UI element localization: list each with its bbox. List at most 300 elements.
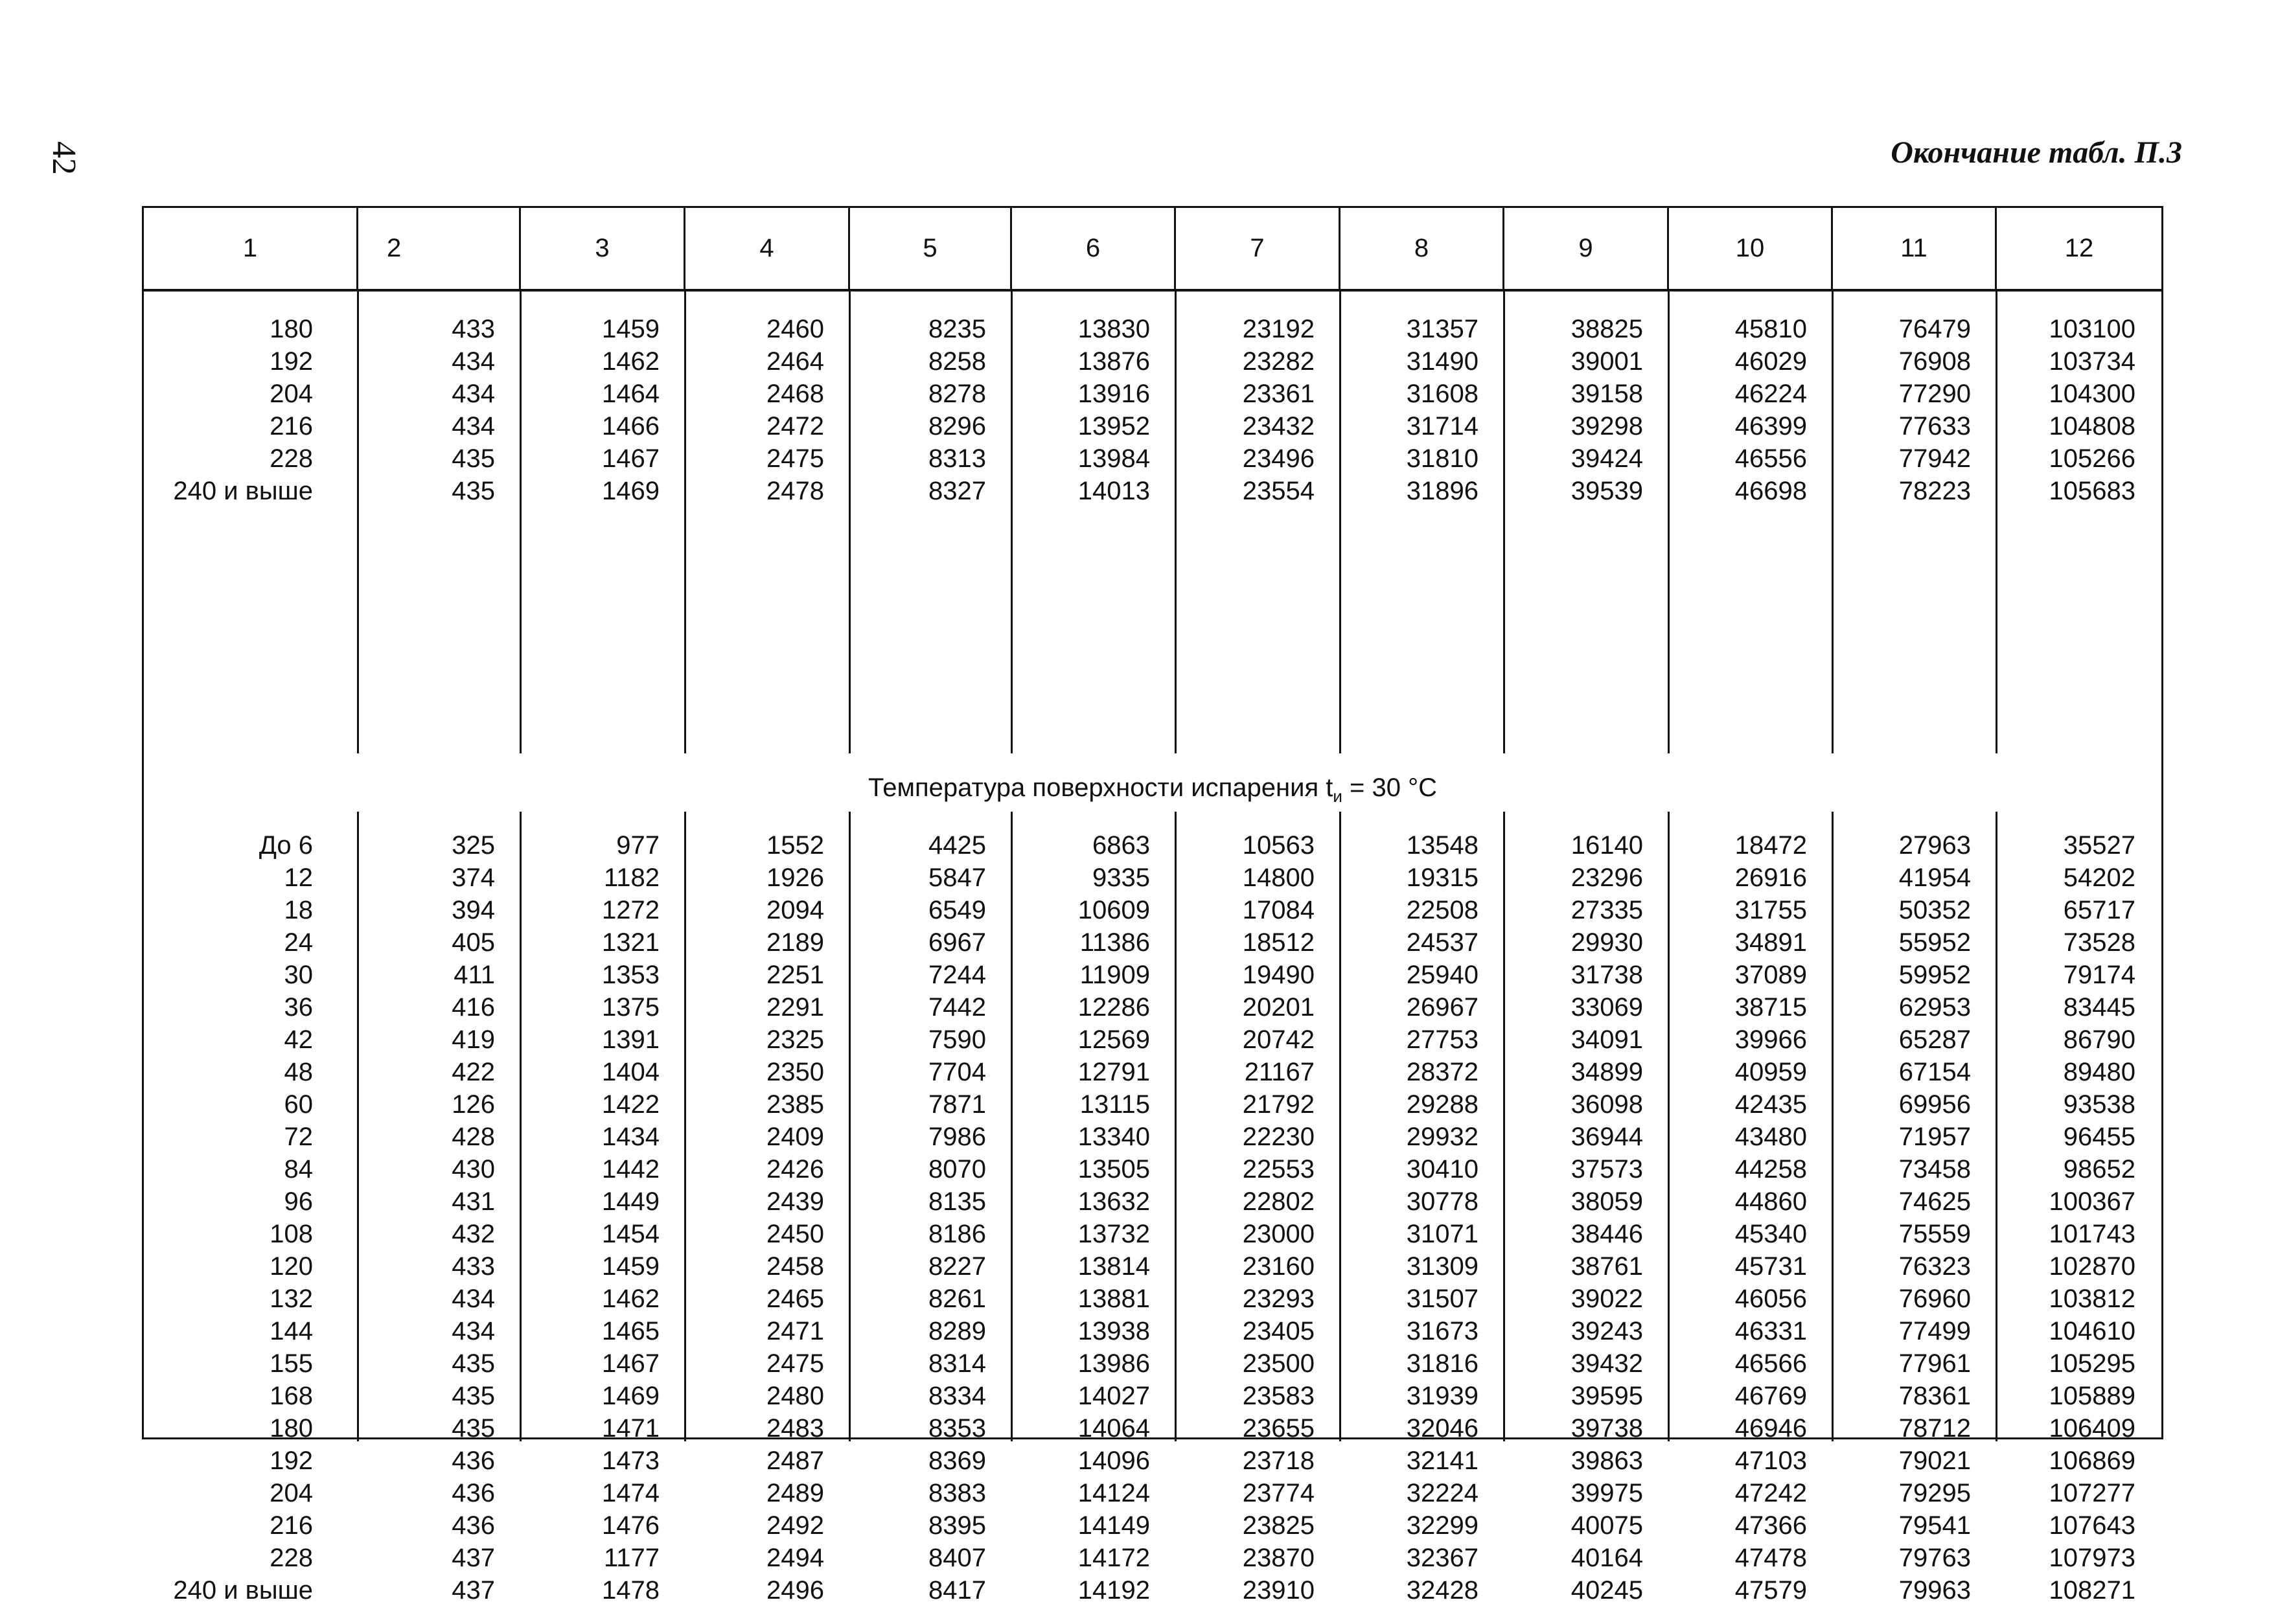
table-cell: 1459 [602, 315, 660, 343]
table-cell: 22230 [1242, 1123, 1315, 1151]
table-cell: 40959 [1734, 1058, 1807, 1086]
table-cell: 29288 [1406, 1090, 1478, 1119]
table-cell: 23910 [1242, 1576, 1315, 1605]
table-cell: 12 [284, 863, 313, 892]
table-row [144, 1347, 2161, 1380]
table-cell: 39863 [1570, 1447, 1643, 1475]
data-table [142, 206, 2163, 1605]
table-cell: 105889 [2049, 1382, 2135, 1410]
table-cell: 46769 [1734, 1382, 1807, 1410]
table-cell: До 6 [259, 831, 313, 860]
table-cell: 69956 [1898, 1090, 1971, 1119]
table-cell: 32141 [1406, 1447, 1478, 1475]
table-row [144, 991, 2161, 1024]
table-cell: 432 [452, 1220, 495, 1248]
table-cell: 31896 [1406, 477, 1478, 505]
table-cell: 2385 [766, 1090, 824, 1119]
table-row [144, 1250, 2161, 1283]
table-cell: 2494 [766, 1544, 824, 1572]
table-cell: 1469 [602, 477, 660, 505]
table-cell: 23583 [1242, 1382, 1315, 1410]
table-cell: 126 [452, 1090, 495, 1119]
table-cell: 23293 [1242, 1285, 1315, 1313]
table-cell: 1459 [602, 1252, 660, 1281]
table-cell: 75559 [1898, 1220, 1971, 1248]
table-cell: 31507 [1406, 1285, 1478, 1313]
table-cell: 86790 [2063, 1025, 2135, 1054]
table-cell: 47478 [1734, 1544, 1807, 1572]
table-cell: 39243 [1570, 1317, 1643, 1345]
table-cell: 8327 [928, 477, 986, 505]
table-row [144, 829, 2161, 862]
table-cell: 8261 [928, 1285, 986, 1313]
table-cell: 18 [284, 896, 313, 924]
table-cell: 79541 [1898, 1511, 1971, 1540]
table-cell: 54202 [2063, 863, 2135, 892]
table-cell: 104610 [2049, 1317, 2135, 1345]
table-cell: 27963 [1898, 831, 1971, 860]
table-cell: 45731 [1734, 1252, 1807, 1281]
table-cell: 1462 [602, 347, 660, 376]
table-cell: 2325 [766, 1025, 824, 1054]
table-cell: 1454 [602, 1220, 660, 1248]
table-cell: 26967 [1406, 993, 1478, 1022]
table-cell: 240 и выше [173, 477, 313, 505]
table-row [144, 345, 2161, 378]
table-cell: 8353 [928, 1414, 986, 1443]
table-cell: 7704 [928, 1058, 986, 1086]
table-cell: 31714 [1406, 412, 1478, 440]
table-cell: 46029 [1734, 347, 1807, 376]
table-cell: 78223 [1898, 477, 1971, 505]
table-cell: 2487 [766, 1447, 824, 1475]
table-cell: 36 [284, 993, 313, 1022]
table-cell: 30 [284, 961, 313, 989]
table-cell: 23160 [1242, 1252, 1315, 1281]
column-header-9: 9 [1504, 208, 1669, 289]
table-cell: 21792 [1242, 1090, 1315, 1119]
column-header-2: 2 [358, 208, 521, 289]
table-cell: 13505 [1077, 1155, 1150, 1184]
table-cell: 180 [270, 315, 313, 343]
table-cell: 8296 [928, 412, 986, 440]
table-cell: 2460 [766, 315, 824, 343]
table-cell: 62953 [1898, 993, 1971, 1022]
table-cell: 1478 [602, 1576, 660, 1605]
table-cell: 103734 [2049, 347, 2135, 376]
table-cell: 1272 [602, 896, 660, 924]
table-cell: 1434 [602, 1123, 660, 1151]
table-cell: 89480 [2063, 1058, 2135, 1086]
table-cell: 180 [270, 1414, 313, 1443]
table-cell: 20742 [1242, 1025, 1315, 1054]
table-cell: 104808 [2049, 412, 2135, 440]
table-row [144, 1412, 2161, 1445]
table-cell: 1177 [603, 1544, 660, 1572]
table-cell: 46056 [1734, 1285, 1807, 1313]
table-cell: 6549 [928, 896, 986, 924]
table-cell: 39424 [1570, 444, 1643, 473]
table-cell: 28372 [1406, 1058, 1478, 1086]
table-cell: 31490 [1406, 347, 1478, 376]
temperature-label-subscript: и [1333, 786, 1342, 806]
table-cell: 436 [452, 1511, 495, 1540]
table-cell: 77633 [1898, 412, 1971, 440]
table-cell: 23361 [1242, 380, 1315, 408]
table-cell: 8227 [928, 1252, 986, 1281]
table-cell: 216 [270, 1511, 313, 1540]
table-cell: 13732 [1077, 1220, 1150, 1248]
table-cell: 1465 [602, 1317, 660, 1345]
table-cell: 107277 [2049, 1479, 2135, 1507]
table-cell: 1404 [602, 1058, 660, 1086]
table-cell: 5847 [928, 863, 986, 892]
table-cell: 46399 [1734, 412, 1807, 440]
table-cell: 1476 [602, 1511, 660, 1540]
table-cell: 38059 [1570, 1187, 1643, 1216]
table-cell: 79963 [1898, 1576, 1971, 1605]
table-cell: 4425 [928, 831, 986, 860]
table-cell: 18512 [1242, 928, 1315, 957]
table-cell: 2464 [766, 347, 824, 376]
table-cell: 79763 [1898, 1544, 1971, 1572]
table-cell: 23282 [1242, 347, 1315, 376]
table-cell: 168 [270, 1382, 313, 1410]
column-header-10: 10 [1669, 208, 1833, 289]
table-cell: 11909 [1079, 961, 1150, 989]
table-cell: 204 [270, 380, 313, 408]
table-cell: 32299 [1406, 1511, 1478, 1540]
table-cell: 18472 [1734, 831, 1807, 860]
table-cell: 1353 [602, 961, 660, 989]
table-cell: 2450 [766, 1220, 824, 1248]
table-cell: 30778 [1406, 1187, 1478, 1216]
table-cell: 105683 [2049, 477, 2135, 505]
column-header-12: 12 [2064, 234, 2094, 262]
table-cell: 24537 [1406, 928, 1478, 957]
table-cell: 13340 [1077, 1123, 1150, 1151]
table-cell: 23496 [1242, 444, 1315, 473]
table-cell: 2471 [766, 1317, 824, 1345]
table-cell: 96 [284, 1187, 313, 1216]
table-cell: 144 [270, 1317, 313, 1345]
table-cell: 1467 [602, 444, 660, 473]
table-cell: 437 [452, 1544, 495, 1572]
table-cell: 47242 [1734, 1479, 1807, 1507]
table-cell: 8235 [928, 315, 986, 343]
table-cell: 108271 [2049, 1576, 2135, 1605]
table-cell: 8070 [928, 1155, 986, 1184]
table-row [144, 862, 2161, 894]
table-cell: 2350 [766, 1058, 824, 1086]
table-cell: 1474 [602, 1479, 660, 1507]
table-cell: 13876 [1077, 347, 1150, 376]
table-cell: 101743 [2049, 1220, 2135, 1248]
table-cell: 46566 [1734, 1349, 1807, 1378]
table-cell: 10609 [1077, 896, 1150, 924]
table-cell: 13952 [1077, 412, 1150, 440]
column-header-11: 11 [1833, 208, 1997, 289]
table-cell: 10563 [1242, 831, 1315, 860]
table-cell: 2094 [766, 896, 824, 924]
table-cell: 45340 [1734, 1220, 1807, 1248]
table-cell: 36098 [1570, 1090, 1643, 1119]
table-cell: 36944 [1570, 1123, 1643, 1151]
table-cell: 32046 [1406, 1414, 1478, 1443]
table-cell: 108 [270, 1220, 313, 1248]
table-row [144, 410, 2161, 442]
table-cell: 46946 [1734, 1414, 1807, 1443]
table-cell: 39298 [1570, 412, 1643, 440]
table-cell: 204 [270, 1479, 313, 1507]
table-cell: 23500 [1242, 1349, 1315, 1378]
table-cell: 14192 [1077, 1576, 1150, 1605]
table-cell: 71957 [1898, 1123, 1971, 1151]
table-row [144, 959, 2161, 991]
table-cell: 59952 [1898, 961, 1971, 989]
table-cell: 31357 [1406, 315, 1478, 343]
table-row [144, 442, 2161, 475]
table-cell: 14013 [1077, 477, 1150, 505]
table-cell: 1442 [602, 1155, 660, 1184]
table-cell: 38825 [1570, 315, 1643, 343]
table-cell: 31755 [1734, 896, 1807, 924]
table-cell: 23825 [1242, 1511, 1315, 1540]
table-cell: 2409 [766, 1123, 824, 1151]
table-cell: 73528 [2063, 928, 2135, 957]
table-cell: 74625 [1898, 1187, 1971, 1216]
table-cell: 32428 [1406, 1576, 1478, 1605]
table-row [144, 1477, 2161, 1509]
table-cell: 12286 [1077, 993, 1150, 1022]
table-cell: 23405 [1242, 1317, 1315, 1345]
table-cell: 7871 [928, 1090, 986, 1119]
table-cell: 411 [454, 961, 495, 989]
temperature-label-suffix: = 30 °C [1342, 773, 1437, 802]
table-cell: 8395 [928, 1511, 986, 1540]
table-cell: 46331 [1734, 1317, 1807, 1345]
table-row [144, 1024, 2161, 1056]
table-cell: 155 [270, 1349, 313, 1378]
table-cell: 78361 [1898, 1382, 1971, 1410]
table-cell: 72 [284, 1123, 313, 1151]
table-cell: 22802 [1242, 1187, 1315, 1216]
table-row [144, 1121, 2161, 1153]
table-cell: 25940 [1406, 961, 1478, 989]
table-cell: 2475 [766, 1349, 824, 1378]
table-row [144, 1509, 2161, 1542]
table-cell: 38761 [1570, 1252, 1643, 1281]
table-cell: 46698 [1734, 477, 1807, 505]
table-cell: 14172 [1077, 1544, 1150, 1572]
table-cell: 40245 [1570, 1576, 1643, 1605]
table-cell: 40164 [1570, 1544, 1643, 1572]
table-cell: 8334 [928, 1382, 986, 1410]
table-cell: 7590 [928, 1025, 986, 1054]
table-cell: 1321 [602, 928, 660, 957]
table-cell: 2492 [766, 1511, 824, 1540]
table-cell: 79174 [2063, 961, 2135, 989]
table-cell: 435 [452, 1349, 495, 1378]
table-cell: 23000 [1242, 1220, 1315, 1248]
table-cell: 47579 [1734, 1576, 1807, 1605]
table-cell: 39432 [1570, 1349, 1643, 1378]
table-row [144, 1574, 2161, 1607]
table-cell: 31816 [1406, 1349, 1478, 1378]
table-cell: 14064 [1077, 1414, 1150, 1443]
table-cell: 100367 [2049, 1187, 2135, 1216]
table-cell: 13632 [1077, 1187, 1150, 1216]
table-cell: 47103 [1734, 1447, 1807, 1475]
table-cell: 13814 [1077, 1252, 1150, 1281]
table-cell: 434 [452, 412, 495, 440]
table-cell: 419 [452, 1025, 495, 1054]
table-cell: 435 [452, 1414, 495, 1443]
table-cell: 39158 [1570, 380, 1643, 408]
table-cell: 23296 [1570, 863, 1643, 892]
table-cell: 416 [452, 993, 495, 1022]
table-cell: 14027 [1077, 1382, 1150, 1410]
table-cell: 434 [452, 347, 495, 376]
table-cell: 1466 [602, 412, 660, 440]
table-cell: 433 [452, 315, 495, 343]
table-cell: 14149 [1077, 1511, 1150, 1540]
table-cell: 435 [452, 444, 495, 473]
table-cell: 31939 [1406, 1382, 1478, 1410]
table-row [144, 1315, 2161, 1347]
table-cell: 2439 [766, 1187, 824, 1216]
table-cell: 2489 [766, 1479, 824, 1507]
table-cell: 27753 [1406, 1025, 1478, 1054]
table-cell: 39738 [1570, 1414, 1643, 1443]
table-cell: 1467 [602, 1349, 660, 1378]
table-row [144, 378, 2161, 410]
table-cell: 7244 [928, 961, 986, 989]
table-cell: 2189 [766, 928, 824, 957]
table-row [144, 1185, 2161, 1218]
table-cell: 38715 [1734, 993, 1807, 1022]
table-cell: 6863 [1092, 831, 1150, 860]
table-cell: 41954 [1898, 863, 1971, 892]
table-cell: 106869 [2049, 1447, 2135, 1475]
table-cell: 431 [452, 1187, 495, 1216]
table-cell: 78712 [1898, 1414, 1971, 1443]
column-header-8: 8 [1340, 208, 1504, 289]
table-cell: 45810 [1734, 315, 1807, 343]
table-cell: 65287 [1898, 1025, 1971, 1054]
table-cell: 31673 [1406, 1317, 1478, 1345]
table-cell: 7986 [928, 1123, 986, 1151]
table-cell: 13916 [1077, 380, 1150, 408]
table-cell: 977 [616, 831, 660, 860]
table-cell: 1422 [602, 1090, 660, 1119]
table-cell: 46224 [1734, 380, 1807, 408]
table-cell: 1449 [602, 1187, 660, 1216]
table-cell: 31309 [1406, 1252, 1478, 1281]
table-cell: 11386 [1079, 928, 1150, 957]
table-cell: 14124 [1077, 1479, 1150, 1507]
table-cell: 34891 [1734, 928, 1807, 957]
table-cell: 35527 [2063, 831, 2135, 860]
table-cell: 8313 [928, 444, 986, 473]
table-cell: 105266 [2049, 444, 2135, 473]
table-cell: 50352 [1898, 896, 1971, 924]
table-cell: 2480 [766, 1382, 824, 1410]
table-cell: 13830 [1077, 315, 1150, 343]
table-cell: 16140 [1570, 831, 1643, 860]
table-cell: 77499 [1898, 1317, 1971, 1345]
table-cell: 31071 [1406, 1220, 1478, 1248]
table-cell: 12569 [1077, 1025, 1150, 1054]
table-cell: 107643 [2049, 1511, 2135, 1540]
table-cell: 6967 [928, 928, 986, 957]
table-row [144, 926, 2161, 959]
table-cell: 228 [270, 1544, 313, 1572]
column-header-3: 3 [521, 208, 685, 289]
table-cell: 8369 [928, 1447, 986, 1475]
table-cell: 23432 [1242, 412, 1315, 440]
table-cell: 2468 [766, 380, 824, 408]
table-cell: 8383 [928, 1479, 986, 1507]
table-cell: 434 [452, 1285, 495, 1313]
table-cell: 428 [452, 1123, 495, 1151]
table-cell: 23718 [1242, 1447, 1315, 1475]
table-cell: 132 [270, 1285, 313, 1313]
table-cell: 73458 [1898, 1155, 1971, 1184]
table-cell: 8289 [928, 1317, 986, 1345]
table-row [144, 1283, 2161, 1315]
table-cell: 13881 [1077, 1285, 1150, 1313]
table-cell: 2483 [766, 1414, 824, 1443]
table-cell: 8417 [928, 1576, 986, 1605]
table-cell: 48 [284, 1058, 313, 1086]
table-cell: 76479 [1898, 315, 1971, 343]
table-cell: 434 [452, 1317, 495, 1345]
table-cell: 192 [270, 347, 313, 376]
table-cell: 192 [270, 1447, 313, 1475]
table-cell: 19490 [1242, 961, 1315, 989]
table-row [144, 1056, 2161, 1088]
table-cell: 103100 [2049, 315, 2135, 343]
table-cell: 435 [452, 477, 495, 505]
table-cell: 430 [452, 1155, 495, 1184]
table-cell: 77961 [1898, 1349, 1971, 1378]
page-number: 42 [45, 141, 82, 175]
table-cell: 55952 [1898, 928, 1971, 957]
table-row [144, 1445, 2161, 1477]
table-cell: 2496 [766, 1576, 824, 1605]
table-cell: 103812 [2049, 1285, 2135, 1313]
table-row [144, 1088, 2161, 1121]
table-cell: 7442 [928, 993, 986, 1022]
table-cell: 2478 [766, 477, 824, 505]
table-cell: 39022 [1570, 1285, 1643, 1313]
table-cell: 31608 [1406, 380, 1478, 408]
table-cell: 104300 [2049, 380, 2135, 408]
table-cell: 29930 [1570, 928, 1643, 957]
table-cell: 44860 [1734, 1187, 1807, 1216]
table-cell: 29932 [1406, 1123, 1478, 1151]
table-cell: 105295 [2049, 1349, 2135, 1378]
table-cell: 433 [452, 1252, 495, 1281]
table-cell: 32367 [1406, 1544, 1478, 1572]
table-cell: 65717 [2063, 896, 2135, 924]
table-cell: 31810 [1406, 444, 1478, 473]
table-row [144, 894, 2161, 926]
table-cell: 17084 [1242, 896, 1315, 924]
table-cell: 37573 [1570, 1155, 1643, 1184]
table-cell: 12791 [1077, 1058, 1150, 1086]
